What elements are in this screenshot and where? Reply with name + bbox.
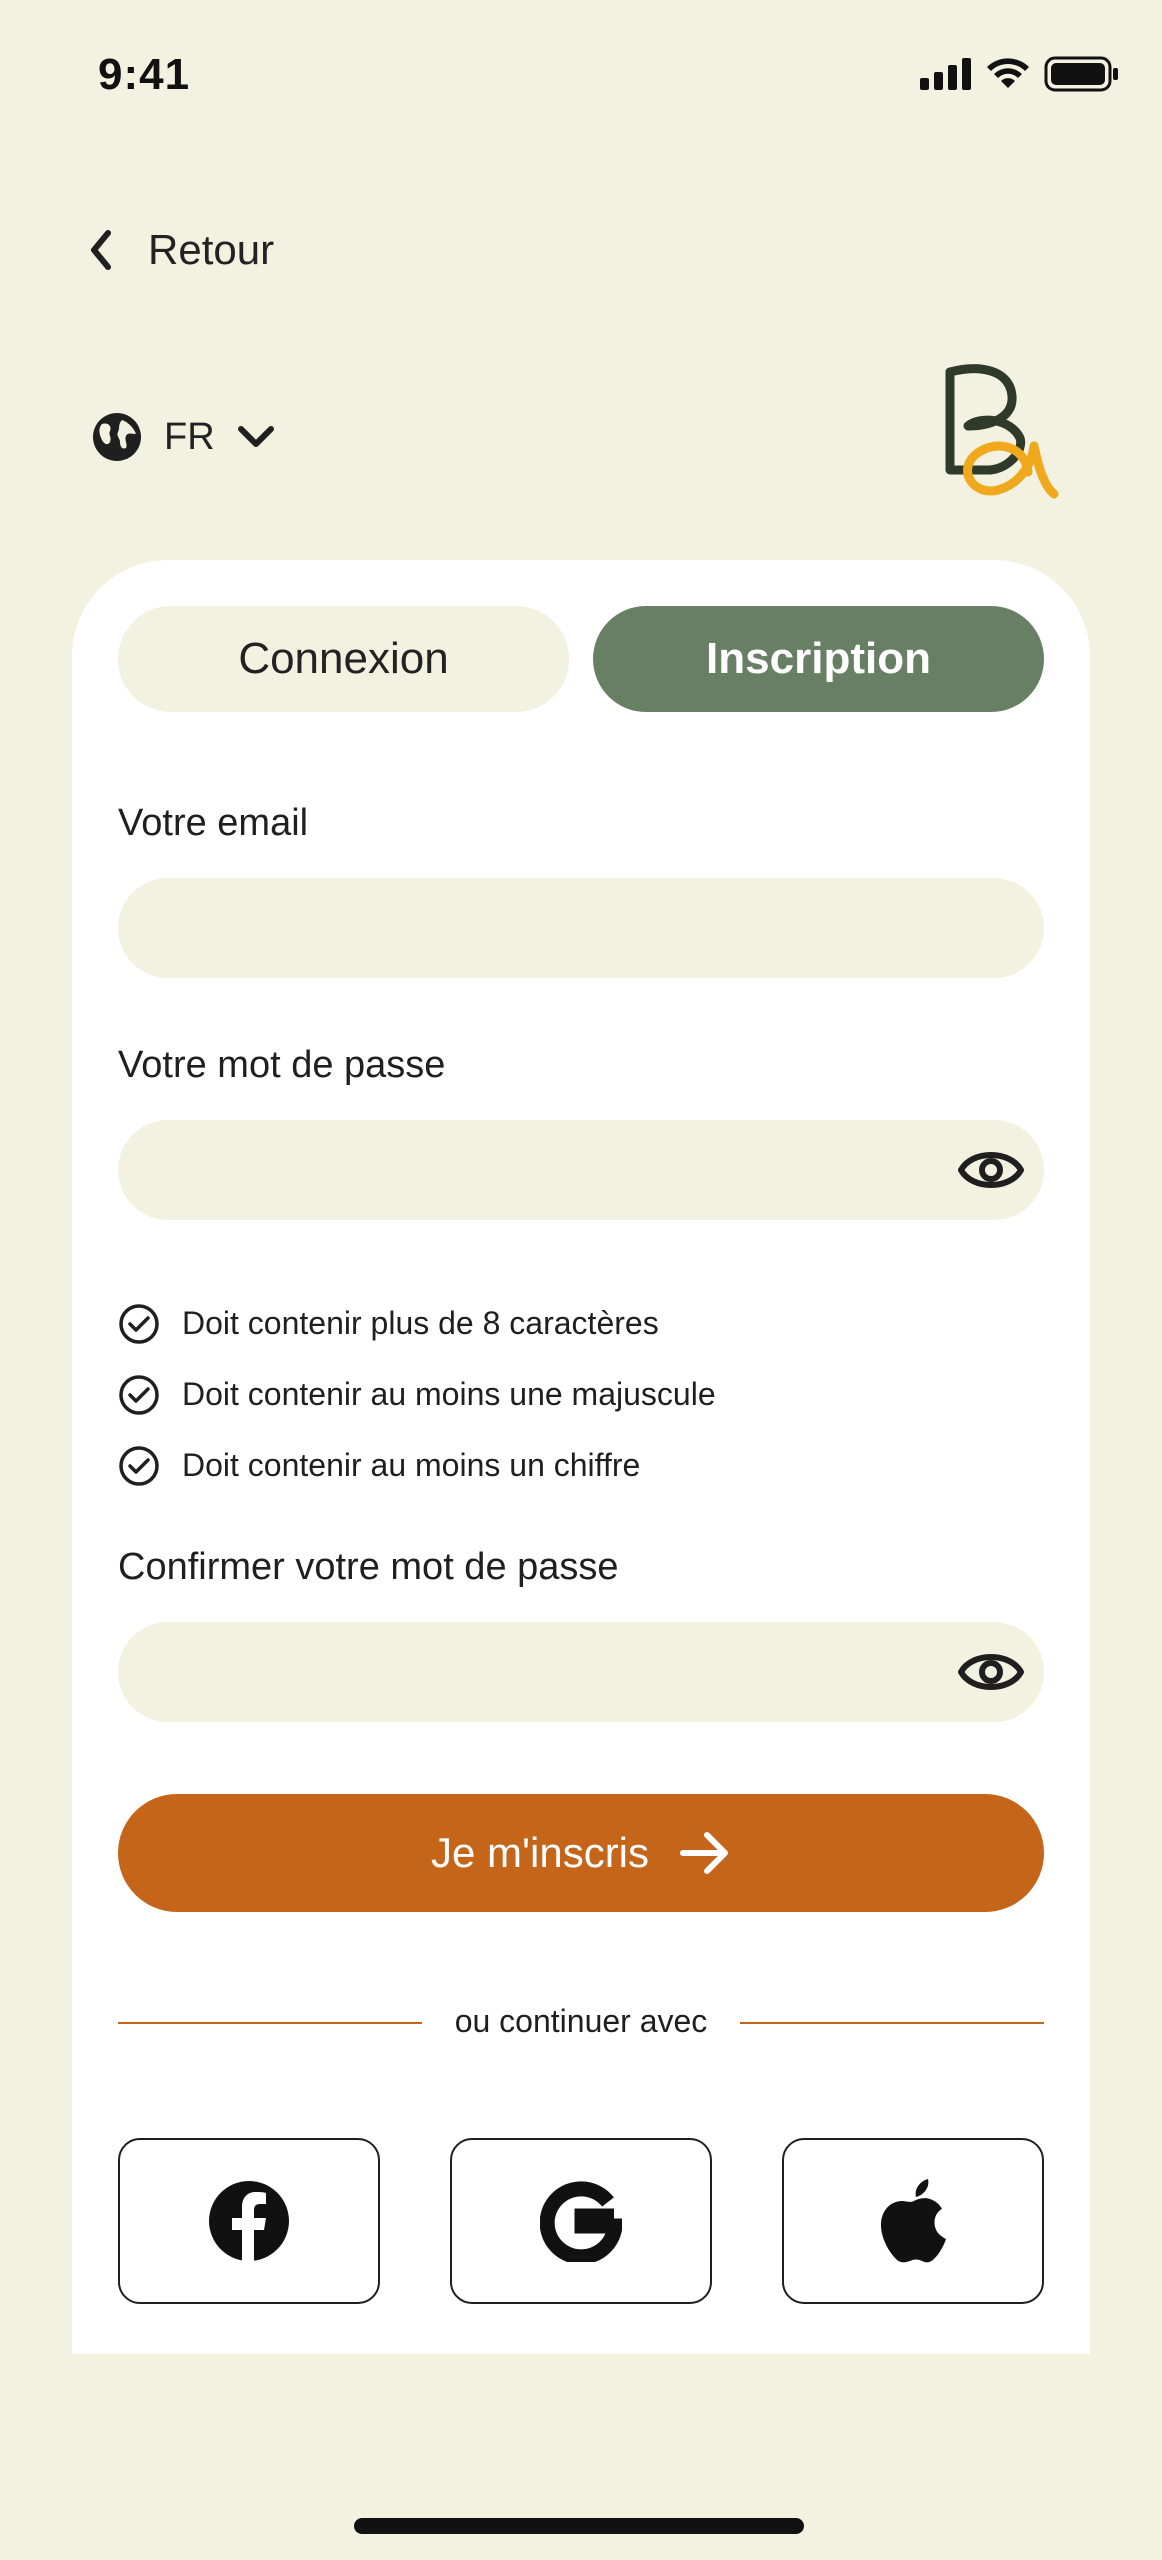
- divider: [118, 2003, 1044, 2043]
- home-indicator[interactable]: [354, 2518, 804, 2534]
- rule-text: Doit contenir plus de 8 caractères: [182, 1305, 659, 1341]
- password-rule: [118, 1430, 716, 1501]
- status-icons: [920, 56, 1120, 92]
- email-label: Votre email: [118, 802, 309, 844]
- apple-icon: [876, 2177, 950, 2265]
- confirm-password-field-wrapper: [118, 1622, 1044, 1722]
- language-selector[interactable]: [92, 412, 275, 462]
- chevron-down-icon: [237, 425, 275, 449]
- email-field[interactable]: [118, 878, 1044, 978]
- show-confirm-password-eye-icon[interactable]: [958, 1642, 1024, 1702]
- confirm-password-label: Confirmer votre mot de passe: [118, 1546, 619, 1588]
- arrow-right-icon: [679, 1830, 731, 1876]
- wifi-icon: [986, 58, 1030, 90]
- back-label: Retour: [148, 226, 275, 273]
- password-rule: [118, 1288, 716, 1359]
- email-field-wrapper: [118, 878, 1044, 978]
- google-login-button[interactable]: [450, 2138, 712, 2304]
- app-logo: [940, 360, 1060, 510]
- password-rules: [118, 1288, 716, 1501]
- password-field[interactable]: [118, 1120, 1044, 1220]
- signup-button-label: Je m'inscris: [430, 1829, 650, 1876]
- divider-line-right: [740, 2022, 1044, 2024]
- show-password-eye-icon[interactable]: [958, 1140, 1024, 1200]
- signal-icon: [920, 58, 972, 90]
- social-login-buttons: [118, 2138, 1044, 2304]
- divider-text: ou continuer avec: [454, 2003, 708, 2039]
- signup-card: [72, 560, 1090, 2354]
- check-circle-icon: [118, 1445, 160, 1487]
- battery-icon: [1044, 56, 1120, 92]
- password-label: Votre mot de passe: [118, 1044, 446, 1086]
- facebook-login-button[interactable]: [118, 2138, 380, 2304]
- rule-text: Doit contenir au moins une majuscule: [182, 1376, 716, 1412]
- rule-text: Doit contenir au moins un chiffre: [182, 1447, 641, 1483]
- facebook-icon: [208, 2180, 290, 2262]
- tab-inscription[interactable]: Inscription: [593, 606, 1044, 712]
- language-code: FR: [164, 415, 215, 458]
- confirm-password-field[interactable]: [118, 1622, 1044, 1722]
- check-circle-icon: [118, 1303, 160, 1345]
- apple-login-button[interactable]: [782, 2138, 1044, 2304]
- chevron-left-icon: [88, 229, 114, 271]
- globe-icon: [92, 412, 142, 462]
- signup-button[interactable]: [118, 1794, 1044, 1912]
- back-button[interactable]: [88, 226, 274, 274]
- tab-connexion[interactable]: Connexion: [118, 606, 569, 712]
- status-time: 9:41: [98, 50, 191, 99]
- google-icon: [540, 2180, 622, 2262]
- password-rule: [118, 1359, 716, 1430]
- auth-tabs: [118, 606, 1044, 712]
- check-circle-icon: [118, 1374, 160, 1416]
- password-field-wrapper: [118, 1120, 1044, 1220]
